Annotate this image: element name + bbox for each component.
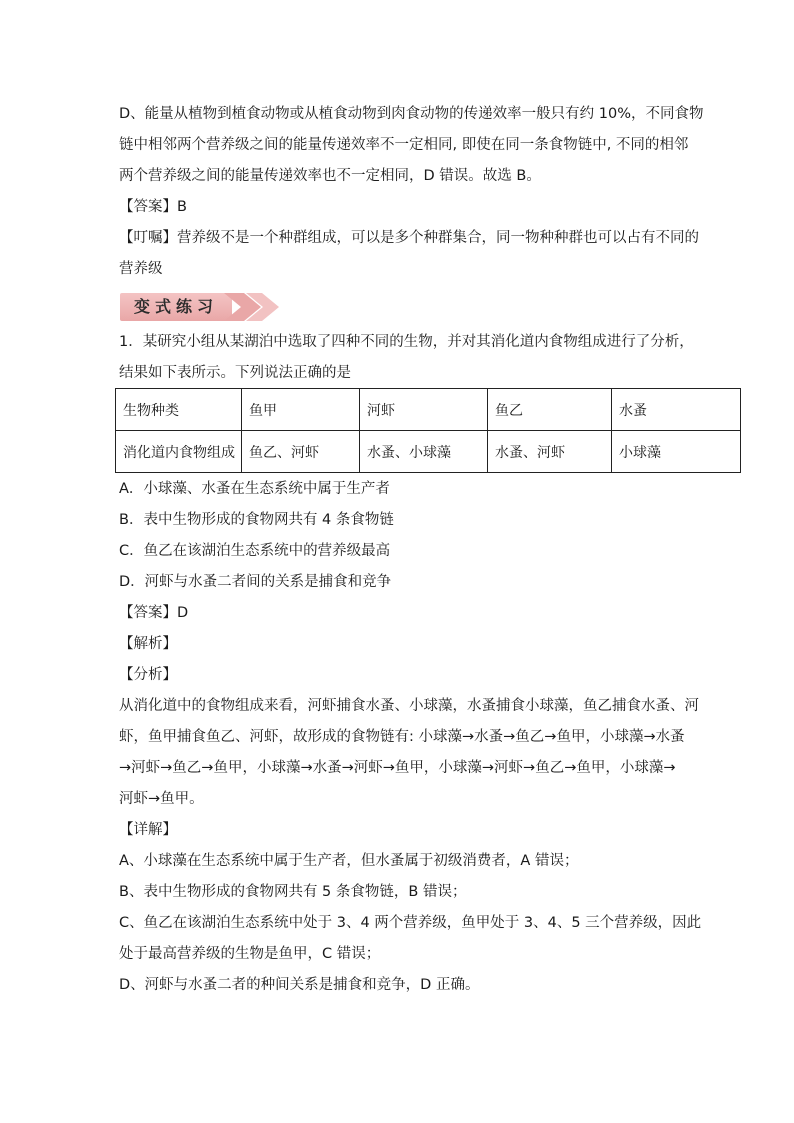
xiangjie-label: 【详解】 xyxy=(119,822,177,838)
option-a: A．小球藻、水蚤在生态系统中属于生产者 xyxy=(119,481,390,497)
table-cell: 河虾 xyxy=(360,389,488,431)
option-c: C．鱼乙在该湖泊生态系统中的营养级最高 xyxy=(119,543,391,559)
table-cell: 鱼乙、河虾 xyxy=(242,431,360,473)
solution-block xyxy=(119,474,702,1001)
detail-line: C、鱼乙在该湖泊生态系统中处于 3、4 两个营养级，鱼甲处于 3、4、5 三个营养级，因此 xyxy=(119,915,702,931)
detail-line: A、小球藻在生态系统中属于生产者，但水蚤属于初级消费者，A 错误； xyxy=(119,853,579,869)
answer-label: 【答案】D xyxy=(119,605,189,621)
analysis-line: 从消化道中的食物组成来看，河虾捕食水蚤、小球藻，水蚤捕食小球藻，鱼乙捕食水蚤、河 xyxy=(119,698,699,714)
intro-explanation xyxy=(119,99,704,285)
answer-label: 【答案】B xyxy=(119,199,187,215)
table-cell: 小球藻 xyxy=(612,431,741,473)
table-row xyxy=(116,389,741,431)
table-cell: 水蚤、河虾 xyxy=(488,431,612,473)
table-cell: 水蚤 xyxy=(612,389,741,431)
text-line: 结果如下表所示。下列说法正确的是 xyxy=(119,365,351,381)
banner-title: 变式练习 xyxy=(133,297,218,316)
table-cell: 生物种类 xyxy=(116,389,242,431)
table-cell: 水蚤、小球藻 xyxy=(360,431,488,473)
question-stem xyxy=(119,327,694,389)
section-banner xyxy=(120,290,280,324)
tip-line: 营养级 xyxy=(119,261,163,277)
fenxi-label: 【分析】 xyxy=(119,667,177,683)
table-cell: 鱼甲 xyxy=(242,389,360,431)
table-cell: 鱼乙 xyxy=(488,389,612,431)
detail-line: B、表中生物形成的食物网共有 5 条食物链，B 错误； xyxy=(119,884,467,900)
option-d: D．河虾与水蚤二者间的关系是捕食和竞争 xyxy=(119,574,392,590)
text-line: 链中相邻两个营养级之间的能量传递效率不一定相同, 即使在同一条食物链中, 不同的相邻 xyxy=(119,137,689,153)
table-cell: 消化道内食物组成 xyxy=(116,431,242,473)
analysis-line: →河虾→鱼乙→鱼甲，小球藻→水蚤→河虾→鱼甲，小球藻→河虾→鱼乙→鱼甲，小球藻→ xyxy=(119,760,676,776)
jiexi-label: 【解析】 xyxy=(119,636,177,652)
text-line: D、能量从植物到植食动物或从植食动物到肉食动物的传递效率一般只有约 10%，不同食物 xyxy=(119,106,704,122)
option-b: B．表中生物形成的食物网共有 4 条食物链 xyxy=(119,512,394,528)
analysis-line: 河虾→鱼甲。 xyxy=(119,791,204,807)
detail-line: 处于最高营养级的生物是鱼甲，C 错误； xyxy=(119,946,381,962)
food-composition-table xyxy=(115,388,741,473)
text-line: 1．某研究小组从某湖泊中选取了四种不同的生物，并对其消化道内食物组成进行了分析， xyxy=(119,334,694,350)
analysis-line: 虾，鱼甲捕食鱼乙、河虾，故形成的食物链有: 小球藻→水蚤→鱼乙→鱼甲，小球藻→水蚤 xyxy=(119,729,685,745)
text-line: 两个营养级之间的能量传递效率也不一定相同，D 错误。故选 B。 xyxy=(119,168,541,184)
tip-line: 【叮嘱】营养级不是一个种群组成，可以是多个种群集合，同一物种种群也可以占有不同的 xyxy=(119,230,699,246)
detail-line: D、河虾与水蚤二者的种间关系是捕食和竞争，D 正确。 xyxy=(119,977,480,993)
table-row xyxy=(116,431,741,473)
